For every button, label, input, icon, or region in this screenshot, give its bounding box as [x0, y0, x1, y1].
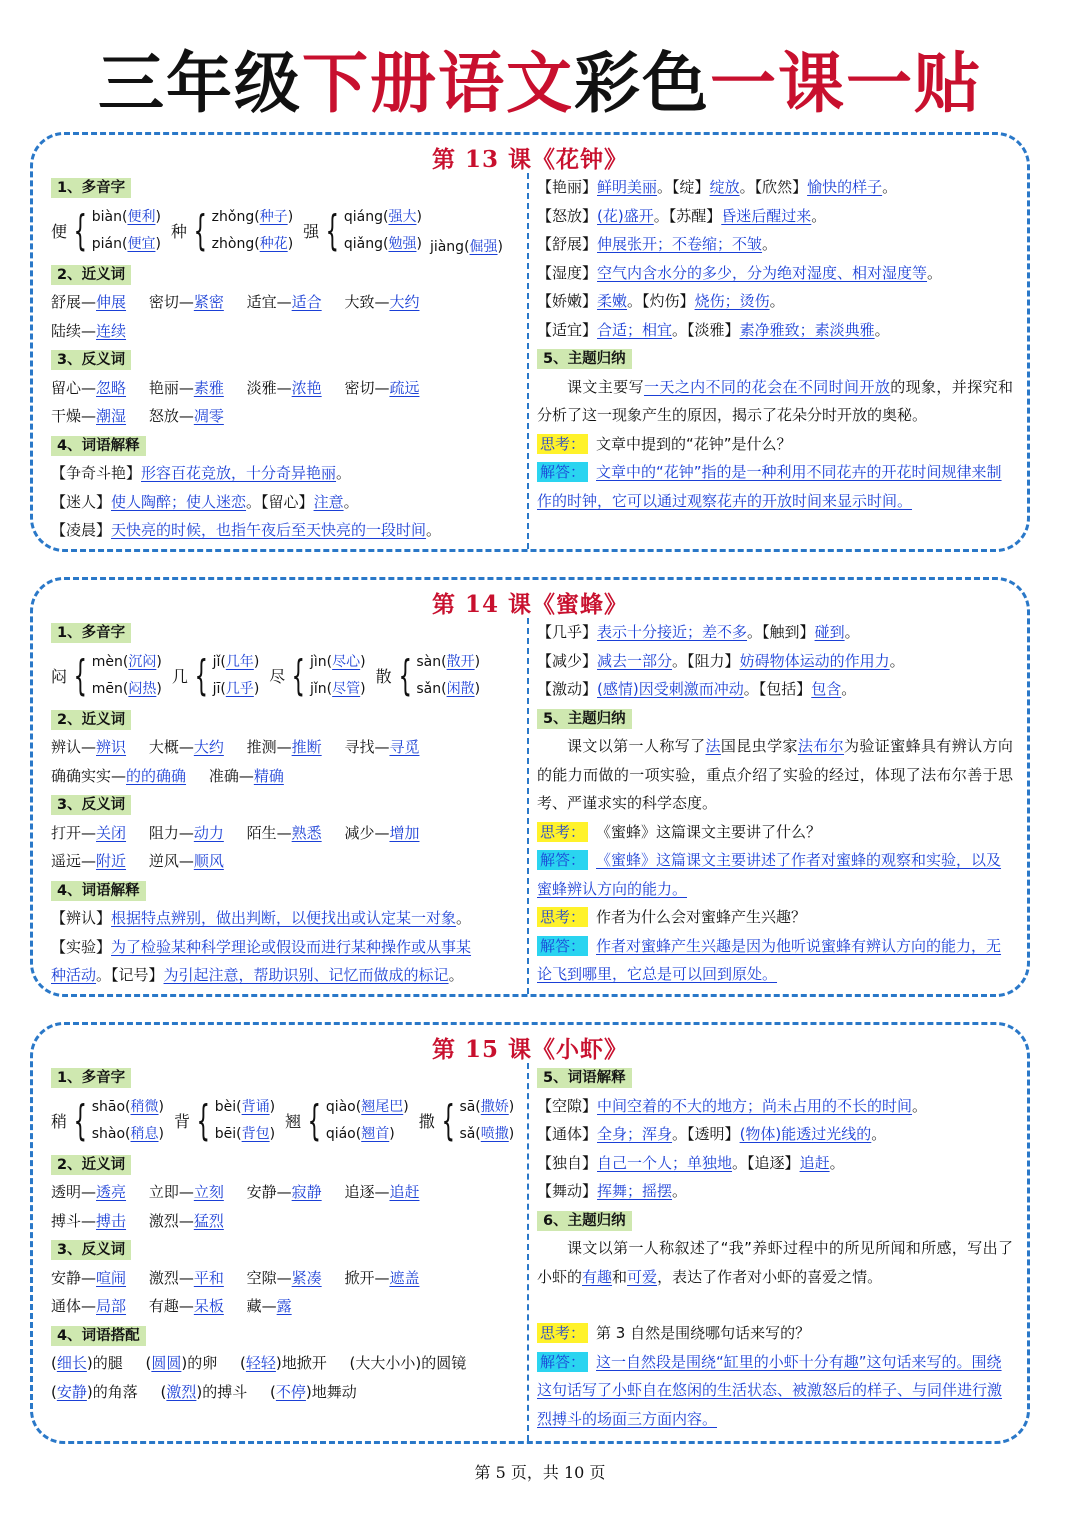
question-tag: 思考：	[537, 907, 588, 927]
synonym-row: 透明—透亮 立即—立刻 安静—寂静 追逐—追赶	[51, 1183, 420, 1201]
theme-paragraph: 课文以第一人称叙述了“我”养虾过程中的所见所闻和所感，写出了小虾的有趣和可爱，表达了作者对小虾的喜爱之情。	[537, 1239, 1013, 1286]
definition-row: 种活动。【记号】为引起注意，帮助识别、记忆而做成的标记。	[51, 966, 464, 984]
question: 思考： 文章中提到的“花钟”是什么？	[537, 430, 1013, 459]
antonym-row: 遥远—附近 逆风—顺风	[51, 852, 224, 870]
poly-item: 散 { sàn(散开) sǎn(闲散)	[375, 650, 481, 700]
section-heading: 4、词语解释	[51, 881, 146, 901]
title-part-4: 一课一贴	[710, 44, 982, 122]
poly-item: 背 { bèi(背诵) bēi(背包)	[174, 1095, 276, 1145]
section-heading: 3、反义词	[51, 1240, 131, 1260]
synonym-row: 陆续—连续	[51, 321, 127, 340]
section-heading: 1、多音字	[51, 623, 131, 643]
question: 思考： 作者为什么会对蜜蜂产生兴趣？	[537, 903, 1013, 932]
lesson-15-title: 第 15 课《小虾》	[431, 1036, 629, 1063]
section-heading: 2、近义词	[51, 710, 131, 730]
section-heading: 2、近义词	[51, 1155, 131, 1175]
answer-tag: 解答：	[537, 936, 588, 956]
question-tag: 思考：	[537, 1323, 588, 1343]
brace-icon: {	[398, 650, 412, 700]
definition-row: 【娇嫩】柔嫩。【灼伤】烧伤；烫伤。	[537, 292, 785, 310]
poly-item: 强 { qiáng(强大) qiǎng(勉强)	[303, 205, 422, 255]
section-heading: 5、主题归纳	[537, 349, 632, 369]
definition-row: 【独自】自己一个人；单独地。【追逐】追赶。	[537, 1153, 845, 1172]
collocation-row: (细长)的腿 (圆圆)的卵 (轻轻)地掀开 (大大小小)的圆镜	[51, 1354, 467, 1372]
definition-row: 【舒展】伸展张开；不卷缩；不皱。	[537, 235, 778, 253]
brace-icon: {	[291, 650, 306, 700]
brace-icon: {	[307, 1095, 322, 1145]
title-part-3: 彩色	[574, 44, 710, 122]
section-heading: 1、多音字	[51, 178, 131, 198]
column-divider	[527, 173, 529, 549]
page-number: 第 5 页，共 10 页	[474, 1463, 606, 1482]
brace-icon: {	[194, 650, 208, 700]
definition-row: 【适宜】合适；相宜。【淡雅】素净雅致；素淡典雅。	[537, 320, 890, 339]
section-heading: 3、反义词	[51, 795, 131, 815]
definition-row: 【凌晨】天快亮的时候，也指午夜后至天快亮的一段时间。	[51, 521, 442, 539]
lesson-15-left	[51, 1063, 521, 1406]
section-heading: 5、词语解释	[537, 1068, 632, 1088]
answer-tag: 解答：	[537, 850, 588, 870]
lesson-14-left	[51, 618, 521, 990]
antonym-row: 通体—局部 有趣—呆板 藏—露	[51, 1297, 292, 1315]
brace-icon: {	[193, 205, 207, 255]
answer-tag: 解答：	[537, 1352, 588, 1372]
section-heading: 5、主题归纳	[537, 709, 632, 729]
poly-item: 翘 { qiào(翘尾巴) qiáo(翘首)	[285, 1095, 409, 1145]
definition-row: 【空隙】中间空着的不大的地方；尚未占用的不长的时间。	[537, 1096, 928, 1115]
definition-row: 【实验】为了检验某种科学理论或假设而进行某种操作或从事某	[51, 937, 472, 956]
theme-paragraph: 课文主要写一天之内不同的花会在不同时间开放的现象，并探究和分析了这一现象产生的原因，揭示了花朵分时开放的奥秘。	[537, 377, 1013, 424]
definition-row: 【迷人】使人陶醉；使人迷恋。【留心】注意。	[51, 492, 359, 511]
answer: 解答： 作者对蜜蜂产生兴趣是因为他听说蜜蜂有辨认方向的能力，无论飞到哪里，它总是可以回到原处。	[537, 936, 1002, 983]
antonym-row: 安静—喧闹 激烈—平和 空隙—紧凑 掀开—遮盖	[51, 1268, 420, 1287]
section-heading: 1、多音字	[51, 1068, 131, 1088]
question-tag: 思考：	[537, 822, 588, 842]
definition-row: 【艳丽】鲜明美丽。【绽】绽放。【欣然】愉快的样子。	[537, 178, 898, 196]
definition-row: 【湿度】空气内含水分的多少，分为绝对湿度、相对湿度等。	[537, 263, 943, 282]
column-divider	[527, 1063, 529, 1441]
synonym-row: 搏斗—搏击 激烈—猛烈	[51, 1211, 224, 1230]
synonym-row: 确确实实—的的确确 准确—精确	[51, 766, 284, 785]
definition-row: 【减少】减去一部分。【阻力】妨碍物体运动的作用力。	[537, 651, 905, 670]
question: 思考： 第 3 自然是围绕哪句话来写的？	[537, 1319, 1013, 1348]
synonym-row: 舒展—伸展 密切—紧密 适宜—适合 大致—大约	[51, 293, 420, 311]
polyphonic-group	[51, 647, 521, 705]
section-heading: 6、主题归纳	[537, 1211, 632, 1231]
column-divider	[527, 618, 529, 994]
page-title	[0, 30, 1080, 120]
answer-tag: 解答：	[537, 462, 588, 482]
question-tag: 思考：	[537, 434, 588, 454]
poly-item: 种 { zhǒng(种子) zhòng(种花)	[170, 205, 294, 255]
lesson-13-title: 第 13 课《花钟》	[431, 146, 629, 173]
poly-item: 几 { jǐ(几年) jī(几乎)	[171, 650, 260, 700]
definition-row: 【怒放】(花)盛开。【苏醒】昏迷后醒过来。	[537, 206, 827, 225]
section-heading: 4、词语搭配	[51, 1326, 146, 1346]
polyphonic-group	[51, 1092, 521, 1150]
antonym-row: 留心—忽略 艳丽—素雅 淡雅—浓艳 密切—疏远	[51, 378, 420, 397]
section-heading: 3、反义词	[51, 350, 131, 370]
definition-row: 【争奇斗艳】形容百花竞放，十分奇异艳丽。	[51, 464, 352, 482]
brace-icon: {	[73, 1095, 88, 1145]
brace-icon: {	[73, 650, 88, 700]
lesson-14-card	[30, 577, 1030, 997]
synonym-row: 辨认—辨识 大概—大约 推测—推断 寻找—寻觅	[51, 738, 420, 756]
poly-item: 便 { biàn(便利) pián(便宜)	[51, 205, 161, 255]
lesson-13-card	[30, 132, 1030, 552]
definition-row: 【激动】(感情)因受刺激而冲动。【包括】包含。	[537, 680, 857, 698]
poly-item: 闷 { mèn(沉闷) mēn(闷热)	[51, 650, 162, 700]
poly-extra: jiàng(倔强)	[429, 238, 504, 255]
question: 思考： 《蜜蜂》这篇课文主要讲了什么？	[537, 818, 1013, 847]
definition-row: 【通体】全身；浑身。【透明】(物体)能透过光线的。	[537, 1125, 887, 1143]
title-part-2: 下册语文	[302, 44, 574, 122]
lesson-15-card	[30, 1022, 1030, 1444]
definition-row: 【几乎】表示十分接近；差不多。【触到】碰到。	[537, 623, 860, 641]
polyphonic-group	[51, 202, 521, 260]
brace-icon: {	[73, 205, 88, 255]
definition-row: 【舞动】挥舞；摇摆。	[537, 1182, 688, 1200]
theme-paragraph: 课文以第一人称写了法国昆虫学家法布尔为验证蜜蜂具有辨认方向的能力而做的一项实验，重点介绍了实验的经过，体现了法布尔善于思考、严谨求实的科学态度。	[537, 737, 1013, 812]
brace-icon: {	[196, 1095, 211, 1145]
antonym-row: 打开—关闭 阻力—动力 陌生—熟悉 减少—增加	[51, 823, 420, 842]
lesson-13-left	[51, 173, 521, 545]
definition-row: 【辨认】根据特点辨别，做出判断，以便找出或认定某一对象。	[51, 909, 472, 927]
answer: 解答： 《蜜蜂》这篇课文主要讲述了作者对蜜蜂的观察和实验，以及蜜蜂辨认方向的能力。	[537, 851, 1002, 898]
poly-item: 尽 { jìn(尽心) jǐn(尽管)	[269, 650, 366, 700]
antonym-row: 干燥—潮湿 怒放—凋零	[51, 407, 224, 425]
brace-icon: {	[441, 1095, 455, 1145]
title-part-1: 三年级	[98, 44, 302, 122]
answer: 解答： 文章中的“花钟”指的是一种利用不同花卉的开花时间规律来制作的时钟，它可以通过观察花卉的开放时间来显示时间。	[537, 463, 1002, 510]
brace-icon: {	[325, 205, 340, 255]
lesson-13-right	[537, 173, 1013, 515]
answer: 解答： 这一自然段是围绕“缸里的小虾十分有趣”这句话来写的。围绕这句话写了小虾自在悠闲的生活状态、被激怒后的样子、与同伴进行激烈搏斗的场面三方面内容。	[537, 1352, 1003, 1428]
lesson-14-title: 第 14 课《蜜蜂》	[431, 591, 629, 618]
lesson-15-right	[537, 1063, 1013, 1433]
section-heading: 4、词语解释	[51, 436, 146, 456]
lesson-14-right	[537, 618, 1013, 989]
poly-item: 撒 { sā(撒娇) sǎ(喷撒)	[418, 1095, 515, 1145]
poly-item: 稍 { shāo(稍微) shào(稍息)	[51, 1095, 164, 1145]
section-heading: 2、近义词	[51, 265, 131, 285]
collocation-row: (安静)的角落 (激烈)的搏斗 (不停)地舞动	[51, 1382, 357, 1401]
